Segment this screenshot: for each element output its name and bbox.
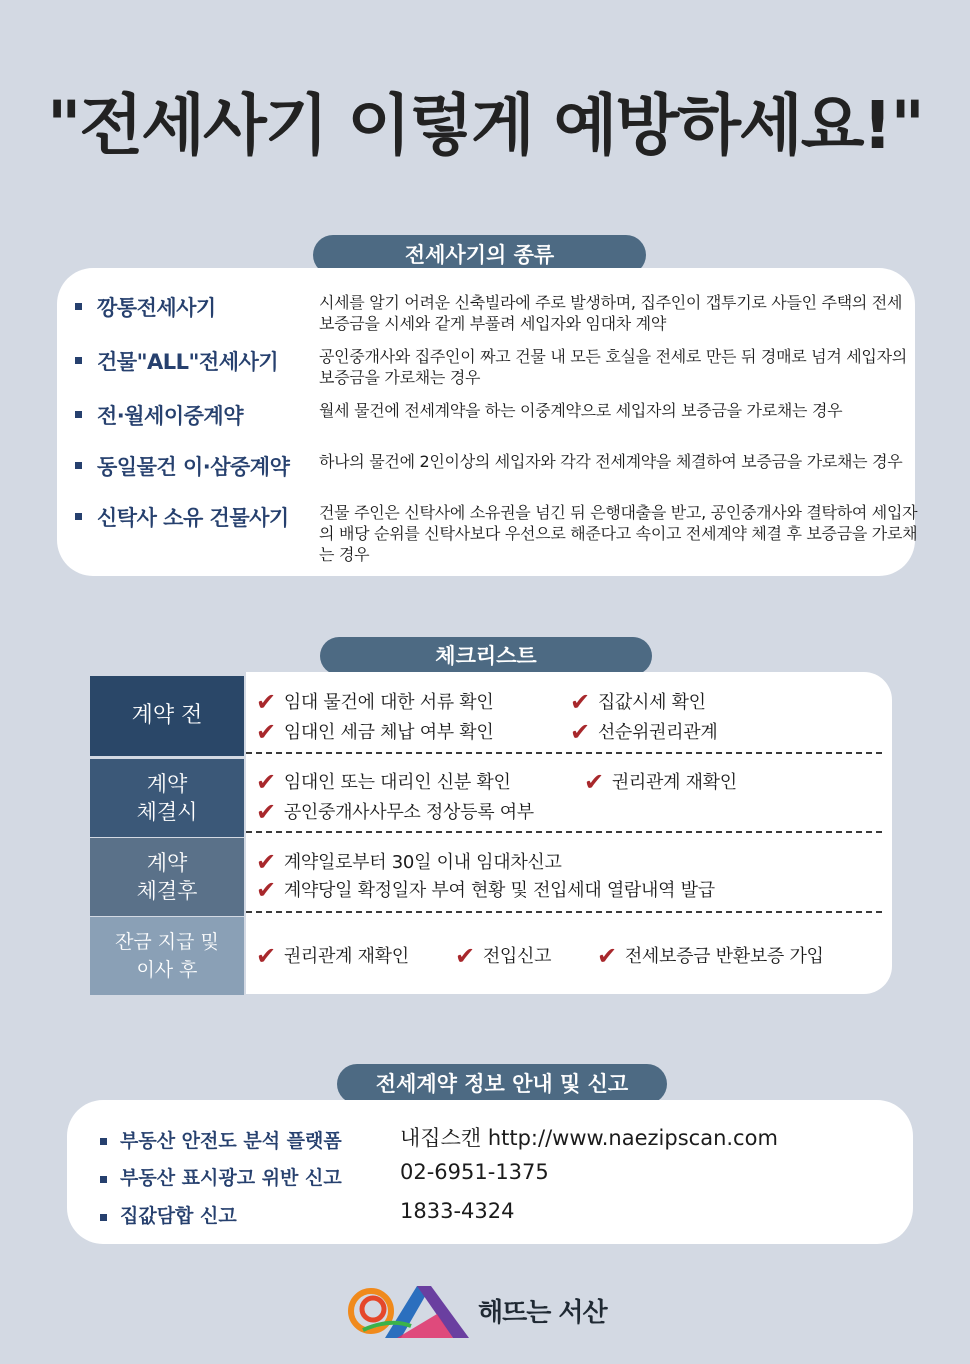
info-value: 1833-4324 bbox=[400, 1199, 515, 1223]
type-desc: 시세를 알기 어려운 신축빌라에 주로 발생하며, 집주인이 갭투기로 사들인 주택의 전세 보증금을 시세와 같게 부풀려 세입자와 임대차 계약 bbox=[319, 293, 903, 333]
check-icon: ✔ bbox=[570, 688, 590, 716]
info-value: 내집스캔 http://www.naezipscan.com bbox=[400, 1126, 778, 1150]
bullet-icon bbox=[100, 1138, 107, 1145]
stage-label-line: 잔금 지급 및 bbox=[115, 931, 219, 953]
check-item bbox=[256, 716, 493, 744]
stage-label-line: 계약 bbox=[146, 772, 188, 796]
stage-label-move-in bbox=[90, 917, 244, 995]
type-desc: 건물 주인은 신탁사에 소유권을 넘긴 뒤 은행대출을 받고, 공인중개사와 결탁하여 세입자의 배당 순위를 신탁사보다 우선으로 해준다고 속이고 전세계약 체결 후 보증금을 가로채는 경우 bbox=[319, 503, 918, 564]
page-title: "전세사기 이렇게 예방하세요!" bbox=[47, 87, 923, 164]
check-item bbox=[256, 796, 534, 824]
check-item bbox=[570, 716, 717, 744]
stage-label-before bbox=[90, 676, 244, 756]
check-text: 계약일로부터 30일 이내 임대차신고 bbox=[283, 852, 562, 873]
stage-label-after-signing bbox=[90, 838, 244, 916]
type-name: 신탁사 소유 건물사기 bbox=[97, 506, 289, 530]
check-text: 임대 물건에 대한 서류 확인 bbox=[283, 692, 494, 713]
check-item bbox=[256, 846, 562, 874]
check-item bbox=[584, 766, 737, 794]
check-icon: ✔ bbox=[256, 768, 276, 796]
type-desc: 공인중개사와 집주인이 짜고 건물 내 모든 호실을 전세로 만든 뒤 경매로 넘겨 세입자의 보증금을 가로채는 경우 bbox=[319, 347, 907, 387]
stage-label-line: 계약 bbox=[146, 851, 188, 875]
check-icon: ✔ bbox=[256, 876, 276, 904]
check-text: 계약당일 확정일자 부여 현황 및 전입세대 열람내역 발급 bbox=[283, 880, 715, 901]
bullet-icon bbox=[75, 462, 82, 469]
check-icon: ✔ bbox=[256, 688, 276, 716]
check-item bbox=[256, 766, 511, 794]
types-heading: 전세사기의 종류 bbox=[404, 243, 555, 267]
bullet-icon bbox=[75, 357, 82, 364]
check-icon: ✔ bbox=[256, 848, 276, 876]
check-item bbox=[597, 940, 824, 968]
info-heading: 전세계약 정보 안내 및 신고 bbox=[375, 1072, 629, 1096]
check-text: 권리관계 재확인 bbox=[283, 946, 409, 967]
check-text: 공인중개사사무소 정상등록 여부 bbox=[283, 802, 534, 823]
type-name: 건물"ALL"전세사기 bbox=[97, 350, 279, 374]
stage-label-line: 체결후 bbox=[136, 879, 198, 903]
info-label: 부동산 안전도 분석 플랫폼 bbox=[120, 1130, 342, 1152]
check-icon: ✔ bbox=[570, 718, 590, 746]
check-text: 전세보증금 반환보증 가입 bbox=[624, 946, 824, 967]
check-item bbox=[256, 940, 409, 968]
type-name: 동일물건 이·삼중계약 bbox=[97, 455, 290, 479]
check-text: 전입신고 bbox=[482, 946, 552, 967]
divider bbox=[246, 831, 882, 833]
check-text: 임대인 또는 대리인 신분 확인 bbox=[283, 772, 511, 793]
check-item bbox=[455, 940, 551, 968]
info-label: 집값담합 신고 bbox=[120, 1205, 237, 1227]
check-text: 임대인 세금 체납 여부 확인 bbox=[283, 722, 494, 743]
bullet-icon bbox=[75, 411, 82, 418]
check-icon: ✔ bbox=[597, 942, 617, 970]
check-item bbox=[256, 874, 715, 902]
types-card bbox=[57, 268, 918, 576]
bullet-icon bbox=[100, 1214, 107, 1221]
checklist-heading: 체크리스트 bbox=[435, 644, 537, 668]
stage-label-line: 계약 전 bbox=[131, 703, 203, 728]
bullet-icon bbox=[75, 303, 82, 310]
bullet-icon bbox=[100, 1176, 107, 1183]
stage-label-signing bbox=[90, 759, 244, 837]
type-desc: 하나의 물건에 2인이상의 세입자와 각각 전세계약을 체결하여 보증금을 가로채는 경우 bbox=[319, 452, 903, 471]
logo-text: 해뜨는 서산 bbox=[478, 1298, 607, 1328]
checklist-heading-pill bbox=[320, 637, 652, 675]
check-icon: ✔ bbox=[455, 942, 475, 970]
check-icon: ✔ bbox=[584, 768, 604, 796]
info-label: 부동산 표시광고 위반 신고 bbox=[120, 1167, 342, 1189]
type-desc: 월세 물건에 전세계약을 하는 이중계약으로 세입자의 보증금을 가로채는 경우 bbox=[319, 401, 843, 420]
bullet-icon bbox=[75, 513, 82, 520]
type-name: 전·월세이중계약 bbox=[97, 404, 243, 428]
info-value: 02-6951-1375 bbox=[400, 1160, 549, 1184]
stage-label-line: 이사 후 bbox=[136, 959, 198, 981]
check-text: 집값시세 확인 bbox=[597, 692, 706, 713]
check-item bbox=[256, 686, 493, 714]
check-icon: ✔ bbox=[256, 942, 276, 970]
stage-label-line: 체결시 bbox=[136, 800, 198, 824]
check-text: 권리관계 재확인 bbox=[611, 772, 737, 793]
check-icon: ✔ bbox=[256, 718, 276, 746]
check-text: 선순위권리관계 bbox=[597, 722, 718, 743]
sunrise-logo-icon bbox=[345, 1278, 477, 1344]
type-name: 깡통전세사기 bbox=[97, 296, 216, 320]
check-item bbox=[570, 686, 706, 714]
info-heading-pill bbox=[337, 1064, 667, 1104]
divider bbox=[246, 911, 882, 913]
check-icon: ✔ bbox=[256, 798, 276, 826]
divider bbox=[246, 752, 882, 754]
